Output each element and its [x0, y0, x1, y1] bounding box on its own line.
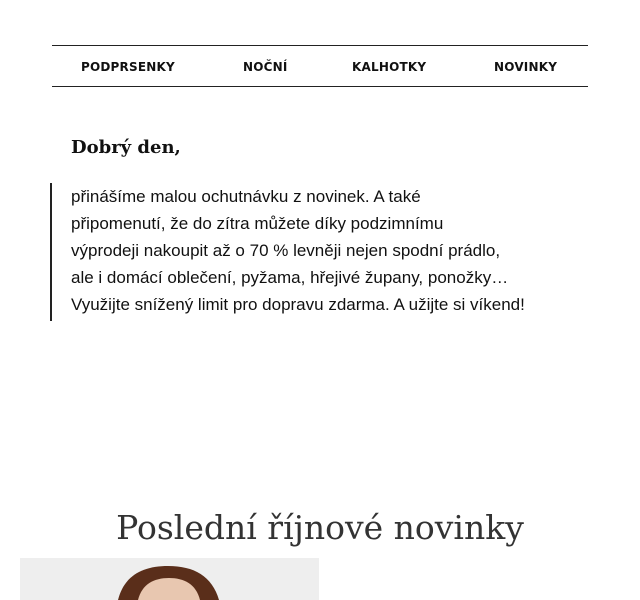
product-photo[interactable]	[20, 558, 319, 600]
intro-line: připomenutí, že do zítra můžete díky podzimnímu	[71, 214, 444, 233]
greeting-heading: Dobrý den,	[71, 137, 181, 158]
intro-quote	[50, 183, 592, 321]
nav-item-kalhotky[interactable]: KALHOTKY	[352, 60, 427, 74]
nav-item-nocni[interactable]: NOČNÍ	[243, 60, 288, 74]
model-photo-image	[20, 558, 319, 600]
intro-line: přinášíme malou ochutnávku z novinek. A také	[71, 187, 421, 206]
section-title: Poslední říjnové novinky	[116, 508, 524, 548]
category-nav	[52, 45, 588, 87]
nav-item-novinky[interactable]: NOVINKY	[494, 60, 558, 74]
intro-line: výprodeji nakoupit až o 70 % levněji nejen spodní prádlo,	[71, 241, 501, 260]
nav-item-podprsenky[interactable]: PODPRSENKY	[81, 60, 175, 74]
intro-line: ale i domácí oblečení, pyžama, hřejivé župany, ponožky…	[71, 268, 509, 287]
intro-line: Využijte snížený limit pro dopravu zdarma. A užijte si víkend!	[71, 295, 525, 314]
